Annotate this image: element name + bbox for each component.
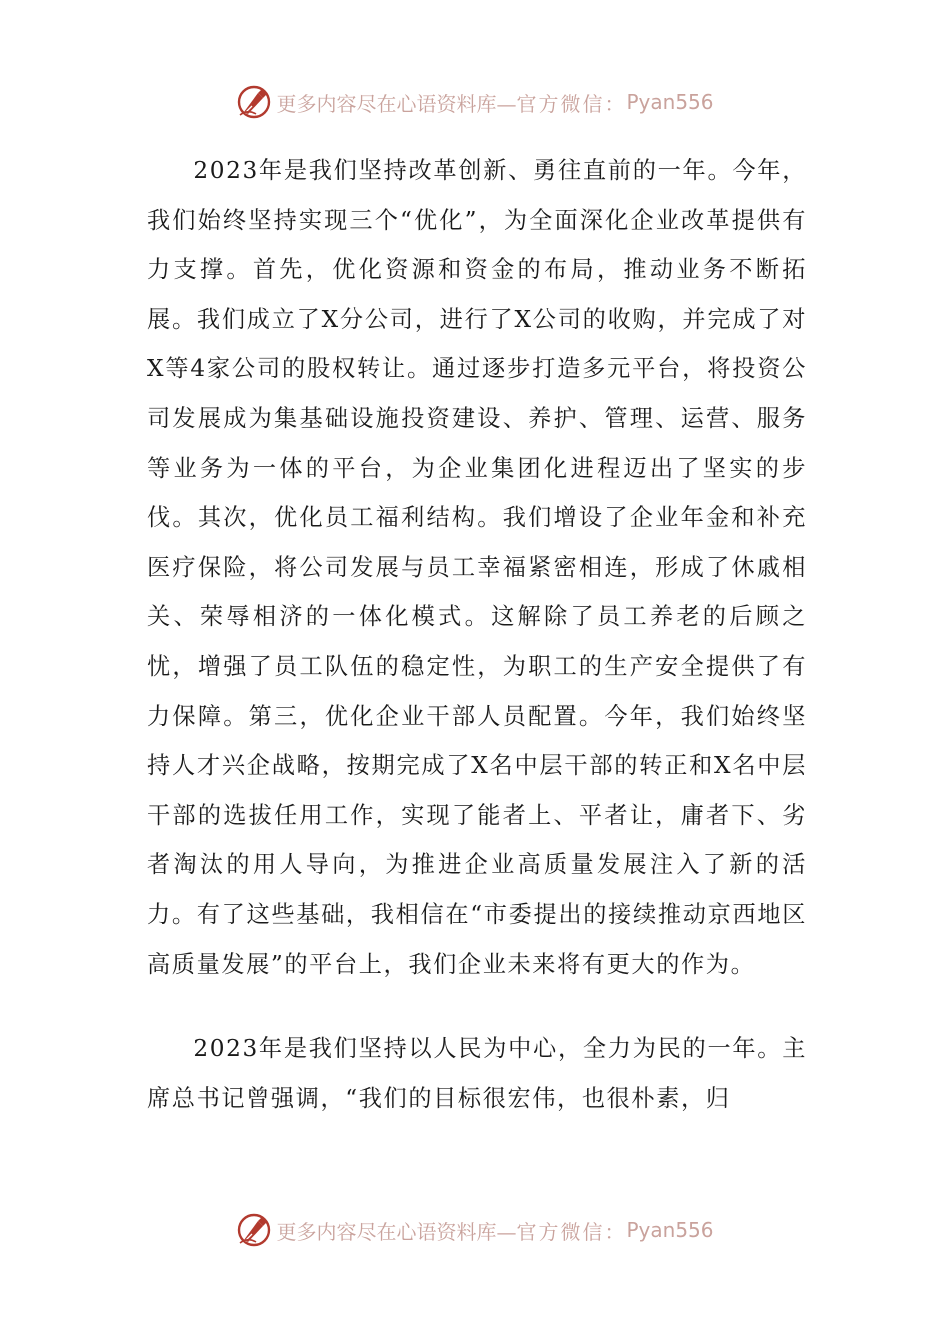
banner-wechat-label: 官方微信： xyxy=(516,91,627,116)
document-body xyxy=(147,146,807,1123)
banner-wechat-id: Pyan556 xyxy=(626,1218,714,1242)
paragraph-1: 2023年是我们坚持改革创新、勇往直前的一年。今年，我们始终坚持实现三个“优化”，为全面深化企业改革提供有力支撑。首先，优化资源和资金的布局，推动业务不断拓展。我们成立了X分公司，进行了X公司的收购，并完成了对X等4家公司的股权转让。通过逐步打造多元平台，将投资公司发展成为集基础设施投资建设、养护、管理、运营、服务等业务为一体的平台，为企业集团化进程迈出了坚实的步伐。其次，优化员工福利结构。我们增设了企业年金和补充医疗保险，将公司发展与员工幸福紧密相连，形成了休戚相关、荣辱相济的一体化模式。这解除了员工养老的后顾之忧，增强了员工队伍的稳定性，为职工的生产安全提供了有力保障。第三，优化企业干部人员配置。今年，我们始终坚持人才兴企战略，按期完成了X名中层干部的转正和X名中层干部的选拔任用工作，实现了能者上、平者让，庸者下、劣者淘汰的用人导向，为推进企业高质量发展注入了新的活力。有了这些基础，我相信在“市委提出的接续推动京西地区高质量发展”的平台上，我们企业未来将有更大的作为。 xyxy=(147,157,807,978)
header-banner xyxy=(0,82,950,122)
paragraph-2: 2023年是我们坚持以人民为中心，全力为民的一年。主席总书记曾强调，“我们的目标很宏伟，也很朴素，归 xyxy=(147,1035,807,1112)
pen-nib-logo-icon xyxy=(236,1212,272,1248)
banner-main-text: 更多内容尽在心语资料库— xyxy=(276,1219,517,1244)
banner-wechat-id: Pyan556 xyxy=(626,90,714,114)
banner-wechat-label: 官方微信： xyxy=(516,1219,627,1244)
banner-main-text: 更多内容尽在心语资料库— xyxy=(276,91,517,116)
footer-banner xyxy=(0,1210,950,1250)
pen-nib-logo-icon xyxy=(236,84,272,120)
